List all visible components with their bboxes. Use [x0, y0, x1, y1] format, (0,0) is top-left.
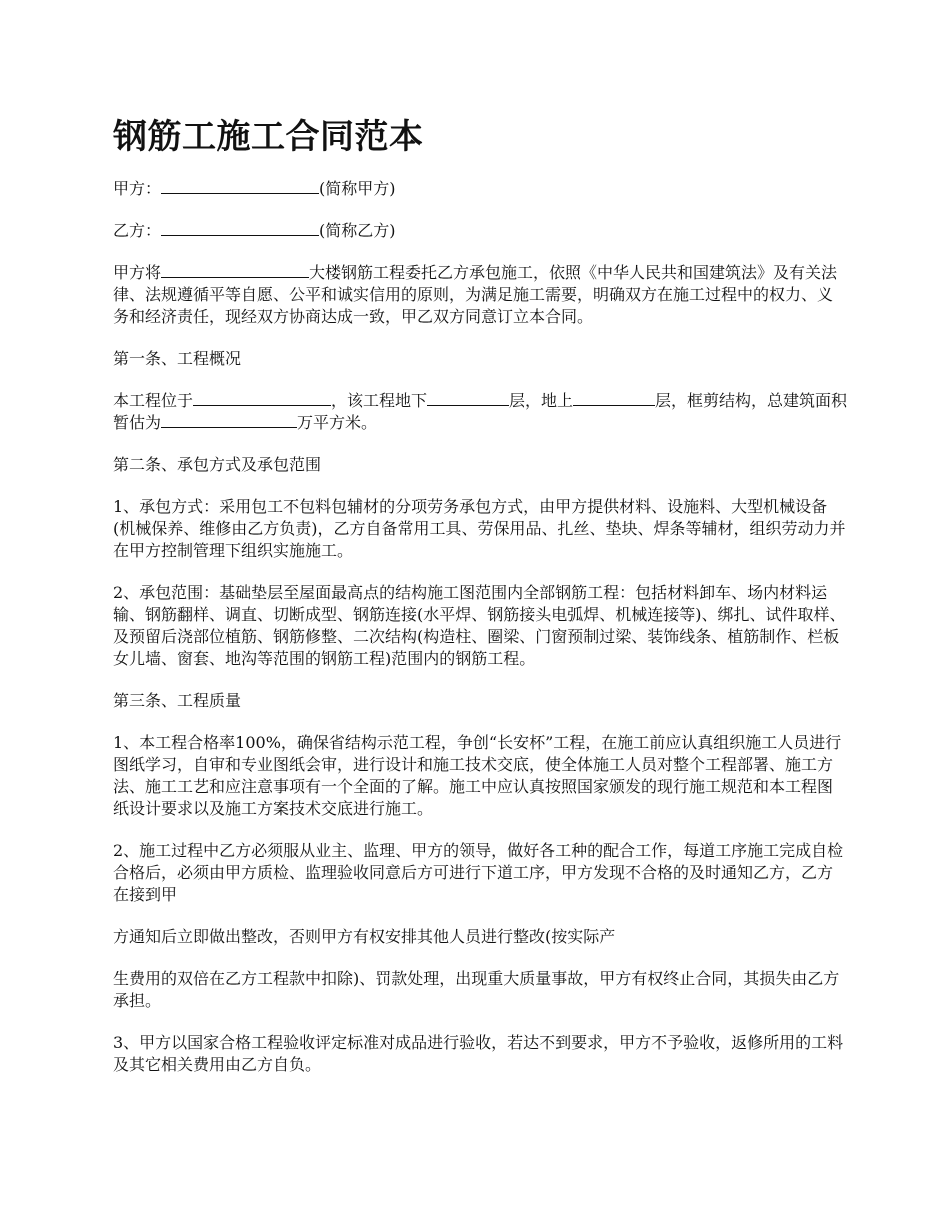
article-1-text: ，该工程地下: [331, 391, 428, 410]
building-name-blank: [161, 262, 309, 278]
article-3-item-1: 1、本工程合格率100%，确保省结构示范工程，争创“长安杯”工程，在施工前应认真组织施工人员进行图纸学习，自审和专业图纸会审，进行设计和施工技术交底，使全体施工人员对整个工程部署、施工方法、施工工艺和应注意事项有一个全面的了解。施工中应认真按照国家颁发的现行施工规范和本工程图纸设计要求以及施工方案技术交底进行施工。: [113, 733, 842, 818]
article-3-item-2-part-2: 方通知后立即做出整改，否则甲方有权安排其他人员进行整改(按实际产: [113, 927, 616, 946]
party-a-label: 甲方：: [113, 179, 162, 198]
party-b-suffix: (简称乙方): [319, 221, 396, 240]
intro-text: 大楼钢筋工程委托乙方承包施工，依照《中华人民共和国建筑法》及有关法律、法规遵循平等自愿、公平和诚实信用的原则，为满足施工需要，明确双方在施工过程中的权力、义务和经济责任，现经双方协商达成一致，甲乙双方同意订立本合同。: [113, 263, 838, 326]
party-a-line: [113, 178, 848, 200]
article-1-text: 本工程位于: [113, 391, 194, 410]
article-1-text: 层，框剪结构，总建筑面积暂估为: [113, 391, 848, 432]
article-2-item-2: 2、承包范围：基础垫层至屋面最高点的结构施工图范围内全部钢筋工程：包括材料卸车、场内材料运输、钢筋翻样、调直、切断成型、钢筋连接(水平焊、钢筋接头电弧焊、机械连接等)、绑扎、试件取样、及预留后浇部位植筋、钢筋修整、二次结构(构造柱、圈梁、门窗预制过梁、装饰线条、植筋制作、栏板女儿墙、窗套、地沟等范围的钢筋工程)范围内的钢筋工程。: [113, 583, 846, 668]
area-blank: [161, 412, 297, 428]
intro-prefix: 甲方将: [113, 263, 162, 282]
article-1-body: [113, 390, 848, 434]
document-title: 钢筋工施工合同范本: [113, 117, 424, 157]
article-3-item-3: 3、甲方以国家合格工程验收评定标准对成品进行验收，若达不到要求，甲方不予验收，返修所用的工料及其它相关费用由乙方自负。: [113, 1033, 844, 1074]
party-b-blank: [161, 220, 319, 236]
location-blank: [193, 390, 331, 406]
article-1-text: 层，地上: [509, 391, 574, 410]
article-1-heading: 第一条、工程概况: [113, 349, 242, 368]
party-a-suffix: (简称甲方): [319, 179, 396, 198]
article-2-heading: 第二条、承包方式及承包范围: [113, 455, 322, 474]
aboveground-floors-blank: [573, 390, 655, 406]
intro-paragraph: [113, 262, 848, 328]
article-3-item-2-part-1: 2、施工过程中乙方必须服从业主、监理、甲方的领导，做好各工种的配合工作，每道工序施工完成自检合格后，必须由甲方质检、监理验收同意后方可进行下道工序，甲方发现不合格的及时通知乙方，乙方在接到甲: [113, 841, 844, 904]
article-2-item-1: 1、承包方式：采用包工不包料包辅材的分项劳务承包方式，由甲方提供材料、设施料、大型机械设备(机械保养、维修由乙方负责)，乙方自备常用工具、劳保用品、扎丝、垫块、焊条等辅材，组织劳动力并在甲方控制管理下组织实施施工。: [113, 497, 846, 560]
article-3-item-2-part-3: 生费用的双倍在乙方工程款中扣除)、罚款处理，出现重大质量事故，甲方有权终止合同，其损失由乙方承担。: [113, 969, 840, 1010]
article-3-heading: 第三条、工程质量: [113, 691, 242, 710]
party-a-blank: [161, 178, 319, 194]
article-1-text: 万平方米。: [297, 413, 378, 432]
party-b-label: 乙方：: [113, 221, 162, 240]
party-b-line: [113, 220, 848, 242]
contract-document: [113, 108, 848, 1096]
underground-floors-blank: [427, 390, 509, 406]
